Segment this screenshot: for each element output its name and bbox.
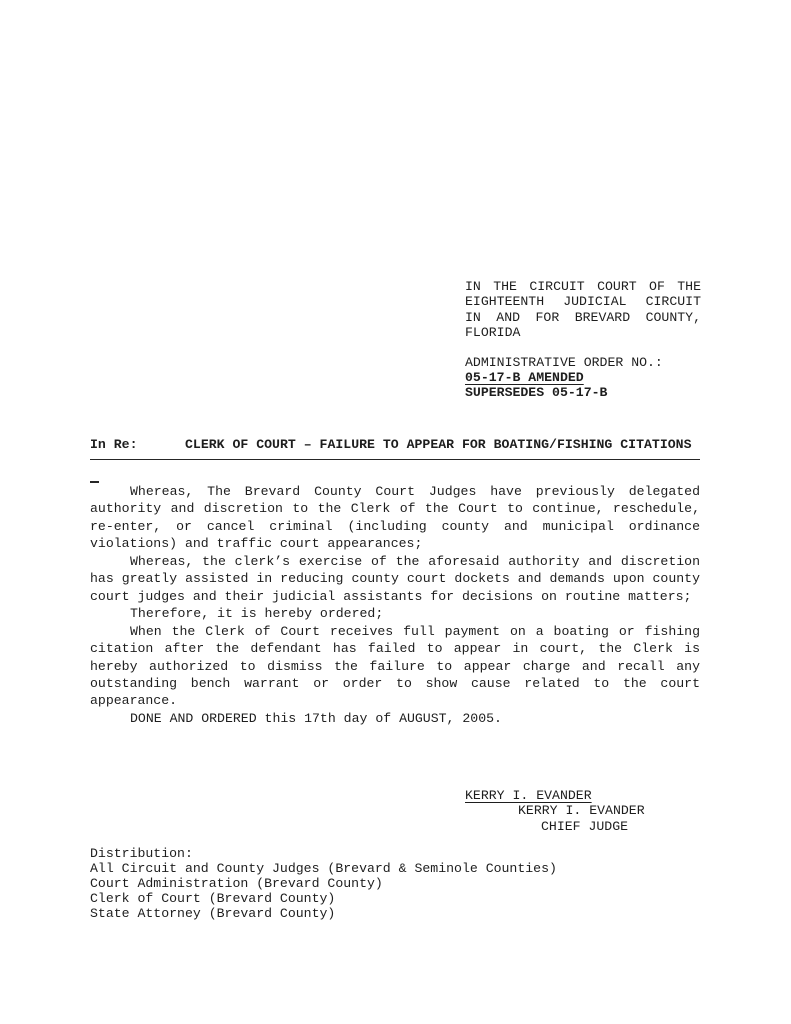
subject-prefix: In Re:	[90, 437, 138, 452]
body-line: authority and discretion to the Clerk of the Court to continue, reschedule,	[90, 501, 700, 517]
signature-printed-name: KERRY I. EVANDER	[518, 803, 645, 819]
distribution-item: All Circuit and County Judges (Brevard & Seminole Counties)	[90, 860, 557, 876]
body-line: court judges and their judicial assistants for decisions on routine matters;	[90, 588, 692, 604]
signature-title: CHIEF JUDGE	[541, 818, 629, 834]
distribution-block	[90, 847, 557, 922]
court-caption-line: EIGHTEENTH JUDICIAL CIRCUIT	[465, 294, 701, 310]
body-line: When the Clerk of Court receives full payment on a boating or fishing	[130, 623, 700, 639]
spacer	[465, 341, 701, 355]
body-line: outstanding bench warrant or order to show cause related to the court	[90, 675, 700, 691]
distribution-item: Court Administration (Brevard County)	[90, 875, 383, 891]
body-line: re-enter, or cancel criminal (including county and municipal ordinance	[90, 518, 700, 534]
signature-name: KERRY I. EVANDER	[465, 788, 592, 803]
distribution-item: Clerk of Court (Brevard County)	[90, 890, 336, 906]
subject-title: CLERK OF COURT – FAILURE TO APPEAR FOR BOATING/FISHING CITATIONS	[185, 437, 692, 452]
title-underline	[90, 459, 700, 460]
distribution-item: State Attorney (Brevard County)	[90, 905, 336, 921]
supersedes-line: SUPERSEDES 05-17-B	[465, 385, 608, 401]
body-line: hereby authorized to dismiss the failure to appear charge and recall any	[90, 658, 700, 674]
body-line: Whereas, the clerk’s exercise of the aforesaid authority and discretion	[130, 553, 700, 569]
court-caption-line: IN THE CIRCUIT COURT OF THE	[465, 279, 701, 294]
body-line: Therefore, it is hereby ordered;	[130, 606, 384, 622]
court-caption-line: IN AND FOR BREVARD COUNTY,	[465, 309, 701, 325]
body-line: Whereas, The Brevard County Court Judges have previously delegated	[130, 484, 700, 499]
subject-line	[90, 437, 750, 453]
admin-order-label: ADMINISTRATIVE ORDER NO.:	[465, 354, 663, 370]
body-line: appearance.	[90, 693, 178, 709]
body-line: has greatly assisted in reducing county court dockets and demands upon county	[90, 571, 700, 587]
court-caption-block	[465, 279, 701, 401]
body-line: violations) and traffic court appearances;	[90, 536, 423, 552]
body-line: DONE AND ORDERED this 17th day of AUGUST, 2005.	[130, 710, 502, 726]
order-body	[90, 483, 700, 727]
court-caption-line: FLORIDA	[465, 325, 521, 341]
body-line: citation after the defendant has failed to appear in court, the Clerk is	[90, 641, 700, 657]
distribution-heading: Distribution:	[90, 846, 193, 861]
admin-order-number: 05-17-B AMENDED	[465, 370, 584, 386]
signature-block	[465, 788, 645, 834]
